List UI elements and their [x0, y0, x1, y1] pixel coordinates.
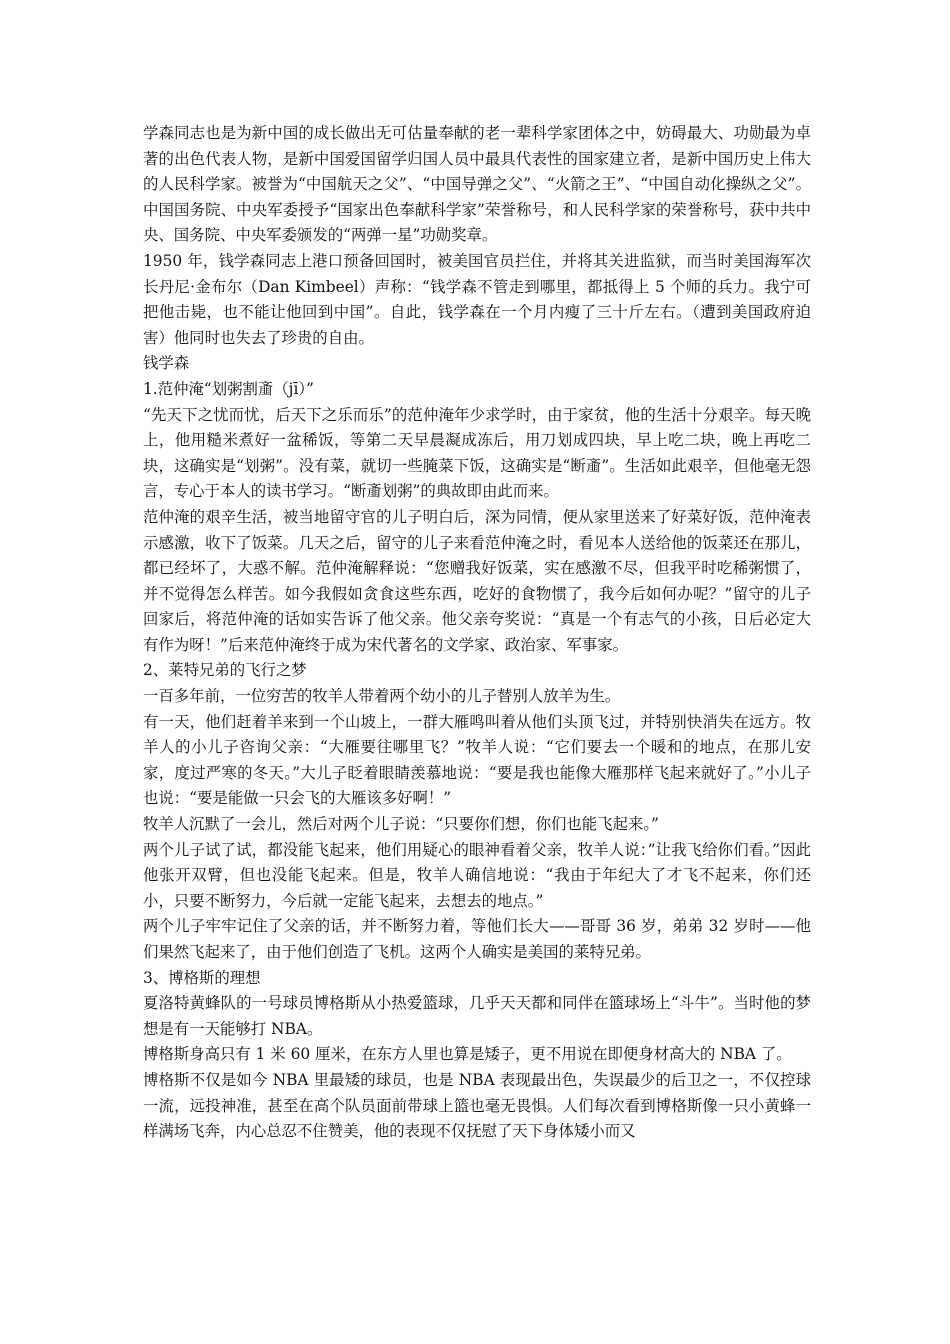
paragraph-wright-5: 两个儿子牢牢记住了父亲的话，并不断努力着，等他们长大——哥哥 36 岁，弟弟 32 岁时——他们果然飞起来了，由于他们创造了飞机。这两个人确实是美国的莱特兄弟。 [143, 917, 811, 961]
paragraph-qian-caption: 钱学森 [143, 354, 190, 373]
paragraph-fan-1: “先天下之忧而忧，后天下之乐而乐”的范仲淹年少求学时，由于家贫，他的生活十分艰辛。每天晚上，他用糙米煮好一盆稀饭，等第二天早晨凝成冻后，用刀划成四块，早上吃二块，晚上再吃二块，这确实是“划粥”。没有菜，就切一些腌菜下饭，这确实是“断齑”。生活如此艰辛，但他毫无怨言，专心于本人的读书学习。“断齑划粥”的典故即由此而来。 [143, 405, 811, 501]
paragraph-bogues-3: 博格斯不仅是如今 NBA 里最矮的球员，也是 NBA 表现最出色，失误最少的后卫之一，不仅控球一流，远投神准，甚至在高个队员面前带球上篮也毫无畏惧。人们每次看到博格斯像一只小黄蜂一样满场飞奔，内心总忍不住赞美，他的表现不仅抚慰了天下身体矮小而又 [143, 1070, 811, 1141]
paragraph-wright-3: 牧羊人沉默了一会儿，然后对两个儿子说：“只要你们想，你们也能飞起来。” [143, 815, 659, 834]
heading-wright-brothers: 2、莱特兄弟的飞行之梦 [143, 661, 307, 680]
paragraph-fan-2: 范仲淹的艰辛生活，被当地留守官的儿子明白后，深为同情，便从家里送来了好菜好饭，范仲淹表示感激，收下了饭菜。几天之后，留守的儿子来看范仲淹之时，看见本人送给他的饭菜还在那儿，都已经坏了，大惑不解。范仲淹解释说：“您赠我好饭菜，实在感激不尽，但我平时吃稀粥惯了，并不觉得怎么样苦。如今我假如贪食这些东西，吃好的食物惯了，我今后如何办呢？”留守的儿子回家后，将范仲淹的话如实告诉了他父亲。他父亲夸奖说：“真是一个有志气的小孩，日后必定大有作为呀！”后来范仲淹终于成为宋代著名的文学家、政治家、军事家。 [143, 507, 811, 654]
paragraph-qian-intro: 学森同志也是为新中国的成长做出无可估量奉献的老一辈科学家团体之中，妨碍最大、功勋最为卓著的出色代表人物，是新中国爱国留学归国人员中最具代表性的国家建立者，是新中国历史上伟大的人民科学家。被誉为“中国航天之父”、“中国导弹之父”、“火箭之王”、“中国自动化操纵之父”。中国国务院、中央军委授予“国家出色奉献科学家”荣誉称号，和人民科学家的荣誉称号，获中共中央、国务院、中央军委颁发的“两弹一星”功勋奖章。 [143, 124, 811, 245]
paragraph-wright-4: 两个儿子试了试，都没能飞起来，他们用疑心的眼神看着父亲，牧羊人说：”让我飞给你们看。”因此他张开双臂，但也没能飞起来。但是，牧羊人确信地说：“我由于年纪大了才飞不起来，你们还小，只要不断努力，今后就一定能飞起来，去想去的地点。” [143, 840, 811, 910]
paragraph-wright-1: 一百多年前，一位穷苦的牧羊人带着两个幼小的儿子替别人放羊为生。 [143, 687, 621, 706]
heading-fan-zhongyan: 1.范仲淹“划粥割齑（jī）” [143, 379, 314, 398]
document-page [143, 121, 811, 1145]
heading-bogues: 3、博格斯的理想 [143, 968, 261, 987]
paragraph-wright-2: 有一天，他们赶着羊来到一个山坡上，一群大雁鸣叫着从他们头顶飞过，并特别快消失在远方。牧羊人的小儿子咨询父亲：“大雁要往哪里飞？”牧羊人说：“它们要去一个暖和的地点，在那儿安家，度过严寒的冬天。”大儿子眨着眼睛羡慕地说：“要是我也能像大雁那样飞起来就好了。”小儿子也说：“要是能做一只会飞的大雁该多好啊！” [143, 712, 811, 808]
paragraph-bogues-1: 夏洛特黄蜂队的一号球员博格斯从小热爱篮球，几乎天天都和同伴在篮球场上“斗牛”。当时他的梦想是有一天能够打 NBA。 [143, 994, 811, 1038]
paragraph-qian-1950: 1950 年，钱学森同志上港口预备回国时，被美国官员拦住，并将其关进监狱，而当时美国海军次长丹尼·金布尔（Dan Kimbeel）声称：“钱学森不管走到哪里，都抵得上 5 个师的兵力。我宁可把他击毙，也不能让他回到中国”。自此，钱学森在一个月内瘦了三十斤左右。（遭到美国政府迫害）他同时也失去了珍贵的自由。 [143, 251, 811, 347]
paragraph-bogues-2: 博格斯身高只有 1 米 60 厘米，在东方人里也算是矮子，更不用说在即便身材高大的 NBA 了。 [143, 1045, 792, 1064]
